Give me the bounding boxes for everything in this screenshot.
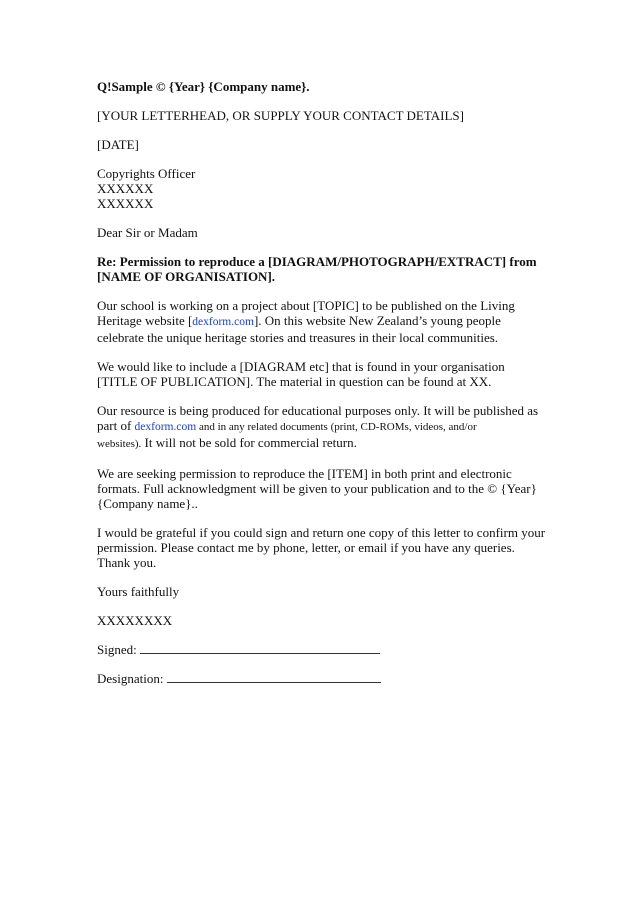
recipient-line: Copyrights Officer (97, 166, 196, 181)
paragraph-request (97, 525, 557, 570)
designation-row (97, 671, 557, 686)
signature-row (97, 642, 557, 657)
text-segment: and in any related documents (print, CD-ROMs, videos, and/or (196, 421, 477, 433)
paragraph-line (97, 418, 557, 435)
paragraph-include (97, 359, 557, 389)
website-link[interactable]: dexform.com (192, 316, 254, 328)
subject-line-2: [NAME OF ORGANISATION]. (97, 269, 276, 284)
designation-line[interactable] (167, 671, 381, 683)
recipient-line: XXXXXX (97, 181, 154, 196)
paragraph-line: Thank you. (97, 555, 157, 570)
designation-label: Designation: (97, 671, 164, 686)
paragraph-line: We are seeking permission to reproduce the [ITEM] in both print and electronic (97, 466, 512, 481)
closing: Yours faithfully (97, 584, 180, 599)
paragraph-permission (97, 466, 557, 511)
recipient-address (97, 166, 557, 211)
signed-label: Signed: (97, 642, 137, 657)
text-segment: Heritage website [ (97, 313, 193, 328)
letter-page (97, 79, 557, 700)
signature-line[interactable] (140, 642, 380, 654)
subject-line (97, 254, 557, 284)
recipient-line: XXXXXX (97, 196, 154, 211)
paragraph-line: [TITLE OF PUBLICATION]. The material in question can be found at XX. (97, 374, 492, 389)
salutation: Dear Sir or Madam (97, 225, 198, 240)
paragraph-line: Our school is working on a project about [TOPIC] to be published on the Living (97, 298, 515, 313)
sender-name: XXXXXXXX (97, 613, 173, 628)
paragraph-educational (97, 403, 557, 452)
paragraph-line: I would be grateful if you could sign and return one copy of this letter to confirm your (97, 525, 546, 540)
paragraph-line: Our resource is being produced for educational purposes only. It will be published as (97, 403, 539, 418)
date-placeholder: [DATE] (97, 137, 139, 152)
paragraph-line: {Company name}.. (97, 496, 198, 511)
letterhead-placeholder: [YOUR LETTERHEAD, OR SUPPLY YOUR CONTACT DETAILS] (97, 108, 464, 123)
paragraph-line: celebrate the unique heritage stories and treasures in their local communities. (97, 330, 499, 345)
paragraph-line: formats. Full acknowledgment will be given to your publication and to the © {Year} (97, 481, 537, 496)
subject-line-1: Re: Permission to reproduce a [DIAGRAM/PHOTOGRAPH/EXTRACT] from (97, 254, 537, 269)
text-segment: websites). (97, 438, 142, 450)
text-segment: part of (97, 418, 135, 433)
paragraph-line (97, 435, 557, 452)
document-header: Q!Sample © {Year} {Company name}. (97, 79, 310, 94)
text-segment: It will not be sold for commercial return. (141, 435, 357, 450)
paragraph-line: permission. Please contact me by phone, letter, or email if you have any queries. (97, 540, 515, 555)
paragraph-line: We would like to include a [DIAGRAM etc] that is found in your organisation (97, 359, 505, 374)
paragraph-line (97, 313, 557, 330)
text-segment: ]. On this website New Zealand’s young people (253, 313, 501, 328)
website-link[interactable]: dexform.com (134, 421, 197, 433)
paragraph-project (97, 298, 557, 345)
